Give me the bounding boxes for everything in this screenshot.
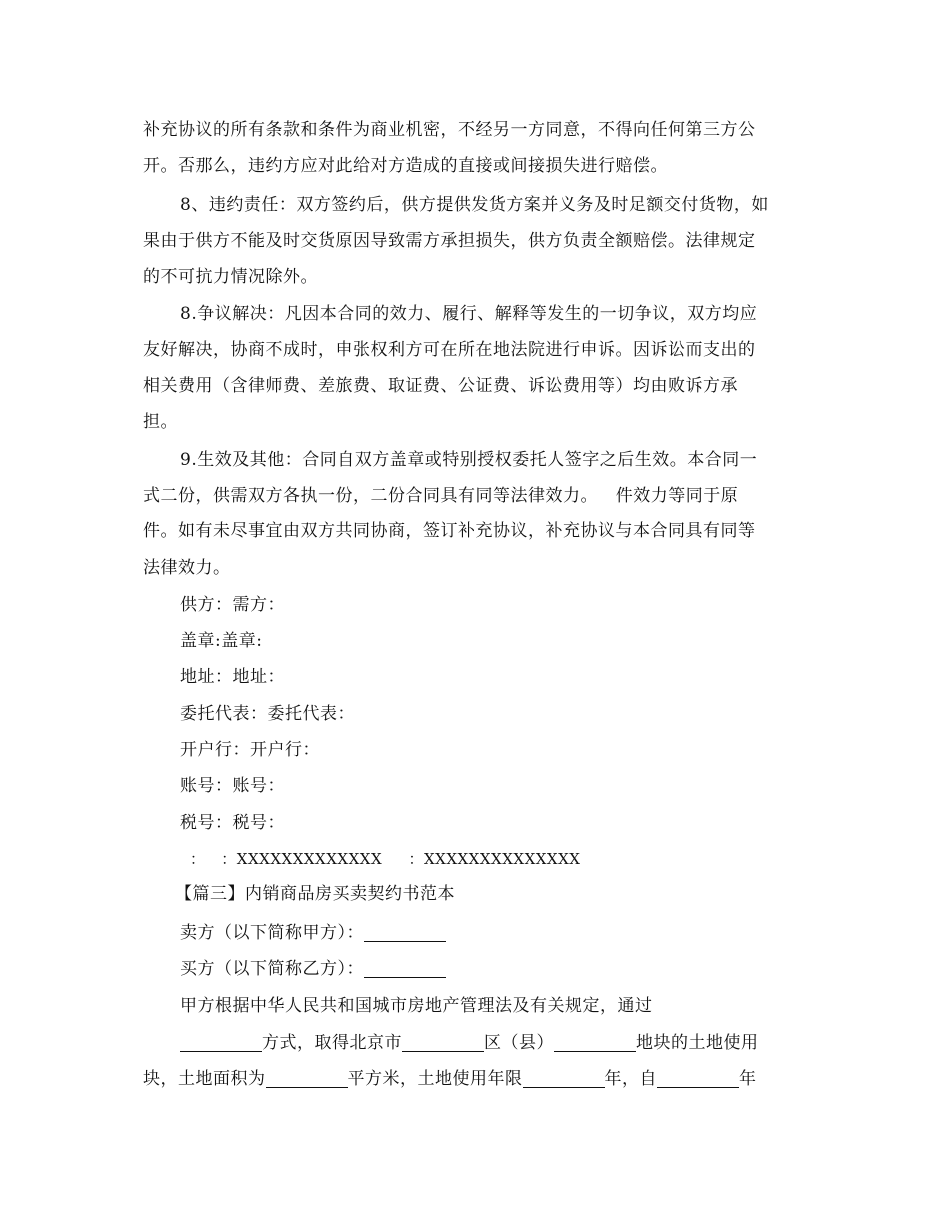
- section-title: 【篇三】内销商品房买卖契约书范本: [175, 884, 455, 904]
- intro-line: 甲方根据中华人民共和国城市房地产管理法及有关规定，通过: [180, 996, 653, 1016]
- buyer-label: 买方（以下简称乙方）：: [180, 959, 364, 979]
- seller-line: [180, 921, 446, 945]
- signature-bank-line: 开户行：开户行：: [180, 740, 320, 760]
- clause-dispute-line: 8.争议解决：凡因本合同的效力、履行、解释等发生的一切争议，双方均应: [180, 304, 758, 324]
- land-text-year: 年: [739, 1069, 757, 1089]
- district-blank: [402, 1033, 484, 1052]
- paragraph-line: 开。否那么，违约方应对此给对方造成的直接或间接损失进行赔偿。: [143, 156, 668, 176]
- signature-account-line: 账号：账号：: [180, 776, 285, 796]
- clause-breach-line: 的不可抗力情况除外。: [143, 267, 318, 287]
- land-text-method: 方式，取得北京市: [262, 1033, 402, 1053]
- from-blank: [657, 1069, 739, 1088]
- land-text-term: 平方米，土地使用年限: [347, 1069, 523, 1089]
- clause-dispute-line: 友好解决，协商不成时，申张权利方可在所在地法院进行申诉。因诉讼而支出的: [143, 340, 756, 360]
- seller-blank: [364, 923, 446, 942]
- clause-effect-line: 9.生效及其他：合同自双方盖章或特别授权委托人签字之后生效。本合同一: [180, 450, 758, 470]
- term-blank: [523, 1069, 605, 1088]
- land-text-area: 块，土地面积为: [143, 1069, 266, 1089]
- signature-representative-line: 委托代表：委托代表：: [180, 704, 355, 724]
- clause-dispute-line: 担。: [143, 412, 178, 432]
- plot-blank: [554, 1033, 636, 1052]
- clause-effect-line: 式二份，供需双方各执一份，二份合同具有同等法律效力。 件效力等同于原: [143, 486, 739, 506]
- phone-line: ： ：XXXXXXXXXXXXX ：XXXXXXXXXXXXXX: [190, 850, 581, 868]
- signature-tax-line: 税号：税号：: [180, 813, 285, 833]
- land-text-district: 区（县）: [484, 1033, 554, 1053]
- signature-address-line: 地址：地址：: [180, 667, 285, 687]
- buyer-blank: [364, 959, 446, 978]
- clause-effect-line: 法律效力。: [143, 558, 231, 578]
- land-text-plot: 地块的土地使用: [636, 1033, 759, 1053]
- method-blank: [180, 1033, 262, 1052]
- area-blank: [266, 1069, 348, 1088]
- paragraph-line: 补充协议的所有条款和条件为商业机密，不经另一方同意，不得向任何第三方公: [143, 120, 756, 140]
- land-text-from: 年，自: [604, 1069, 657, 1089]
- clause-dispute-line: 相关费用（含律师费、差旅费、取证费、公证费、诉讼费用等）均由败诉方承: [143, 376, 738, 396]
- signature-seal-line: 盖章:盖章:: [180, 631, 263, 651]
- seller-label: 卖方（以下简称甲方）：: [180, 923, 364, 943]
- clause-effect-line: 件。如有未尽事宜由双方共同协商，签订补充协议，补充协议与本合同具有同等: [143, 521, 756, 541]
- clause-breach-line: 8、违约责任：双方签约后，供方提供发货方案并义务及时足额交付货物，如: [180, 195, 769, 215]
- land-line-1: [180, 1031, 759, 1055]
- signature-party-line: 供方：需方：: [180, 595, 285, 615]
- clause-breach-line: 果由于供方不能及时交货原因导致需方承担损失，供方负责全额赔偿。法律规定: [143, 231, 756, 251]
- buyer-line: [180, 957, 446, 981]
- land-line-2: [143, 1067, 757, 1091]
